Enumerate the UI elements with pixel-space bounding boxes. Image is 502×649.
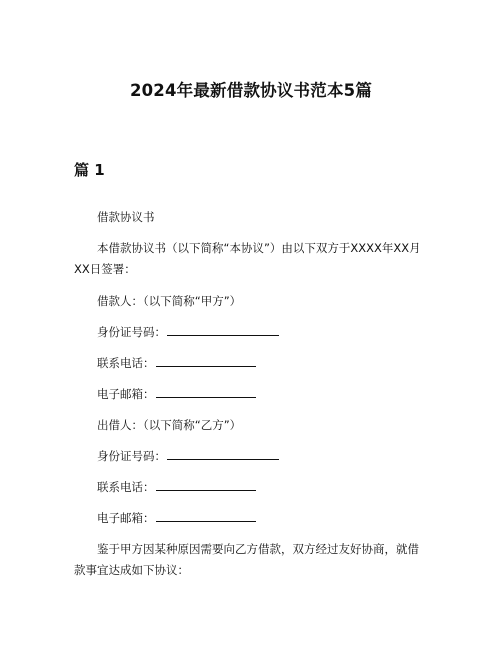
blank-line bbox=[156, 478, 256, 491]
field-label: 身份证号码： bbox=[97, 449, 166, 463]
field-label: 联系电话： bbox=[97, 480, 155, 494]
paragraph-intro bbox=[74, 238, 430, 280]
paragraph-recital bbox=[74, 539, 430, 581]
blank-line bbox=[156, 509, 256, 522]
field-label: 联系电话： bbox=[97, 356, 155, 370]
paragraph-lender-phone bbox=[74, 477, 430, 498]
blank-line bbox=[167, 323, 279, 336]
field-label: 电子邮箱： bbox=[97, 387, 155, 401]
paragraph-agreement-name bbox=[74, 207, 430, 228]
field-label: 身份证号码： bbox=[97, 325, 166, 339]
paragraph-text: 借款人：（以下简称“甲方”） bbox=[97, 294, 242, 308]
blank-line bbox=[167, 447, 279, 460]
paragraph-borrower-phone bbox=[74, 353, 430, 374]
blank-line bbox=[156, 385, 256, 398]
paragraph-borrower-id bbox=[74, 322, 430, 343]
blank-line bbox=[156, 354, 256, 367]
paragraph-lender bbox=[74, 415, 430, 436]
paragraph-text: 出借人：（以下简称“乙方”） bbox=[97, 418, 242, 432]
paragraph-lender-id bbox=[74, 446, 430, 467]
paragraph-borrower bbox=[74, 291, 430, 312]
field-label: 电子邮箱： bbox=[97, 511, 155, 525]
document-title: 2024年最新借款协议书范本5篇 bbox=[129, 81, 373, 100]
paragraph-text: 借款协议书 bbox=[97, 210, 155, 224]
paragraph-text: 鉴于甲方因某种原因需要向乙方借款，双方经过友好协商，就借款事宜达成如下协议： bbox=[74, 542, 419, 577]
paragraph-text: 本借款协议书（以下简称“本协议”）由以下双方于XXXX年XX月XX日签署： bbox=[74, 241, 421, 276]
paragraph-lender-email bbox=[74, 508, 430, 529]
section-heading: 篇 1 bbox=[74, 161, 105, 179]
paragraph-borrower-email bbox=[74, 384, 430, 405]
